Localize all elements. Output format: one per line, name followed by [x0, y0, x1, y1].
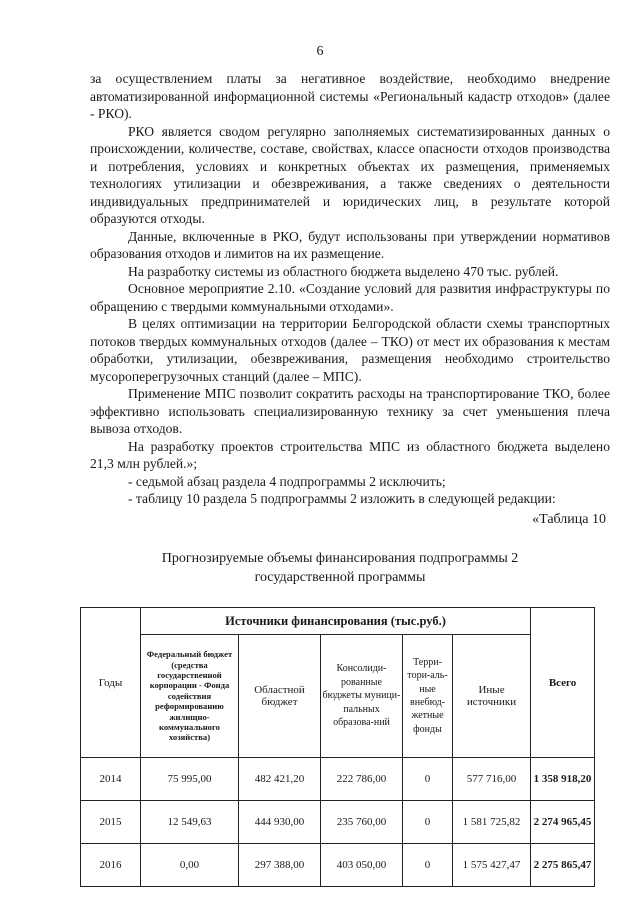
- paragraph: - таблицу 10 раздела 5 подпрограммы 2 изложить в следующей редакции:: [128, 491, 556, 506]
- header-municipal: Консолиди-рованные бюджеты муници-пальных образова-ний: [321, 635, 403, 758]
- table-label: «Таблица 10: [532, 512, 606, 527]
- cell-municipal: 403 050,00: [321, 844, 403, 887]
- table-row: [81, 758, 595, 801]
- cell-territorial: 0: [403, 801, 453, 844]
- cell-municipal: 235 760,00: [321, 801, 403, 844]
- paragraph: На разработку проектов строительства МПС из областного бюджета выделено 21,3 млн рублей.»;: [90, 438, 610, 471]
- table-subheader-row: [81, 635, 595, 758]
- cell-federal: 12 549,63: [141, 801, 239, 844]
- cell-regional: 297 388,00: [239, 844, 321, 887]
- header-total: Всего: [531, 608, 595, 758]
- page-number: 6: [316, 44, 324, 59]
- cell-other: 1 581 725,82: [453, 801, 531, 844]
- financing-table: [80, 607, 595, 887]
- paragraph: за осуществлением платы за негативное воздействие, необходимо внедрение автоматизированной информационной системы «Региональный кадастр отходов» (далее - РКО).: [90, 71, 610, 121]
- paragraph: - седьмой абзац раздела 4 подпрограммы 2 исключить;: [128, 473, 446, 489]
- header-regional: Областной бюджет: [239, 635, 321, 758]
- cell-regional: 482 421,20: [239, 758, 321, 801]
- header-other: Иные источники: [453, 635, 531, 758]
- paragraph: В целях оптимизации на территории Белгородской области схемы транспортных потоков твердых коммунальных отходов (далее – ТКО) от мест их образования к местам обработки, утилизации, обезвреживания, размещения необходимо строительство мусороперегрузочных станций (далее – МПС).: [90, 316, 610, 384]
- table-title-line: Прогнозируемые объемы финансирования подпрограммы 2: [161, 551, 519, 566]
- cell-municipal: 222 786,00: [321, 758, 403, 801]
- body-text: [90, 70, 610, 508]
- cell-other: 577 716,00: [453, 758, 531, 801]
- paragraph: РКО является сводом регулярно заполняемых систематизированных данных о происхождении, количестве, составе, свойствах, классе опасности отходов производства и потребления, условиях и конкретных объектах их размещения, применяемых технологиях утилизации и обезвреживания, а также сведениях о деятельности индивидуальных предпринимателей и юридических лиц, в результате которой образуются отходы.: [90, 123, 610, 226]
- header-territorial: Терри-тори-аль-ные внебюд-жетные фонды: [403, 635, 453, 758]
- cell-total: 2 275 865,47: [531, 844, 595, 887]
- table-title: [120, 549, 560, 587]
- cell-federal: 75 995,00: [141, 758, 239, 801]
- header-federal: Федеральный бюджет (средства государственной корпорации - Фонда содействия реформированию жилищно-коммунального хозяйства): [141, 635, 239, 758]
- cell-year: 2014: [81, 758, 141, 801]
- cell-other: 1 575 427,47: [453, 844, 531, 887]
- table-row: [81, 844, 595, 887]
- paragraph: Данные, включенные в РКО, будут использованы при утверждении нормативов образования отходов и лимитов на их размещение.: [90, 228, 610, 261]
- header-sources: Источники финансирования (тыс.руб.): [141, 608, 531, 635]
- cell-total: 1 358 918,20: [531, 758, 595, 801]
- paragraph: На разработку системы из областного бюджета выделено 470 тыс. рублей.: [128, 263, 559, 279]
- cell-territorial: 0: [403, 844, 453, 887]
- cell-year: 2016: [81, 844, 141, 887]
- cell-year: 2015: [81, 801, 141, 844]
- table-title-line: государственной программы: [254, 570, 426, 585]
- cell-regional: 444 930,00: [239, 801, 321, 844]
- header-years: Годы: [81, 608, 141, 758]
- paragraph: Применение МПС позволит сократить расходы на транспортирование ТКО, более эффективно использовать специализированную технику за счет уменьшения плеча вывоза отходов.: [90, 386, 610, 436]
- cell-territorial: 0: [403, 758, 453, 801]
- table-row: [81, 801, 595, 844]
- cell-federal: 0,00: [141, 844, 239, 887]
- paragraph: Основное мероприятие 2.10. «Создание условий для развития инфраструктуры по обращению с твердыми коммунальными отходами».: [90, 281, 610, 314]
- table-header-row: [81, 608, 595, 635]
- cell-total: 2 274 965,45: [531, 801, 595, 844]
